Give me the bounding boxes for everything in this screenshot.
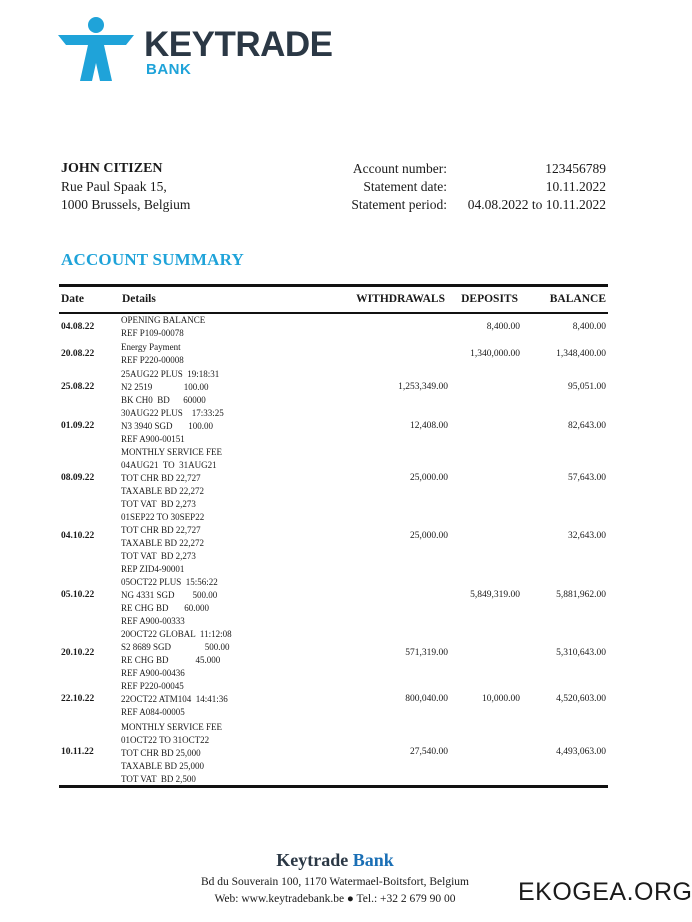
row-details: 01SEP22 TO 30SEP22 TOT CHR BD 22,727 TAXABLE BD 22,272 TOT VAT BD 2,273 [121, 512, 205, 561]
row-balance: 4,493,063.00 [556, 747, 606, 757]
row-balance: 82,643.00 [568, 421, 606, 431]
row-balance: 1,348,400.00 [556, 349, 606, 359]
row-details: 20OCT22 GLOBAL 11:12:08 S2 8689 SGD 500.00 RE CHG BD 45.000 REF A900-00436 [121, 629, 232, 678]
row-withdrawal: 800,040.00 [405, 694, 448, 704]
row-withdrawal: 12,408.00 [410, 421, 448, 431]
row-balance: 4,520,603.00 [556, 694, 606, 704]
header-withdrawals: WITHDRAWALS [356, 293, 445, 305]
account-summary-title: ACCOUNT SUMMARY [61, 250, 244, 269]
table-bottom-rule [59, 785, 608, 788]
row-date: 04.08.22 [61, 322, 95, 332]
row-balance: 8,400.00 [572, 322, 606, 332]
row-balance: 95,051.00 [568, 382, 606, 392]
row-details: 25AUG22 PLUS 19:18:31 N2 2519 100.00 BK CH0 BD 60000 [121, 369, 220, 405]
row-date: 01.09.22 [61, 421, 95, 431]
table-row [59, 511, 608, 563]
account-values [455, 160, 606, 214]
row-withdrawal: 571,319.00 [405, 648, 448, 658]
row-deposit: 5,849,319.00 [470, 590, 520, 600]
row-details: REP ZID4-90001 05OCT22 PLUS 15:56:22 NG 4331 SGD 500.00 RE CHG BD 60.000 REF A900-00333 [121, 564, 218, 626]
keytrade-logo [56, 15, 336, 85]
statement-period: 04.08.2022 to 10.11.2022 [467, 197, 606, 212]
row-withdrawal: 27,540.00 [410, 747, 448, 757]
row-date: 25.08.22 [61, 382, 95, 392]
table-row [59, 407, 608, 446]
statement-date: 10.11.2022 [545, 179, 606, 194]
header-details: Details [122, 293, 156, 305]
header-balance: BALANCE [549, 293, 606, 305]
watermark: EKOGEA.ORG [518, 878, 692, 906]
table-row [59, 680, 608, 719]
row-balance: 5,310,643.00 [556, 648, 606, 658]
table-row [59, 314, 608, 340]
footer-address: Bd du Souverain 100, 1170 Watermael-Boitsfort, Belgium [200, 876, 469, 888]
table-row [59, 628, 608, 680]
row-details: MONTHLY SERVICE FEE 01OCT22 TO 31OCT22 TOT CHR BD 25,000 TAXABLE BD 25,000 TOT VAT BD 2,500 [121, 722, 223, 784]
table-row [59, 446, 608, 511]
row-withdrawal: 1,253,349.00 [398, 382, 448, 392]
footer-bank-name-main: Keytrade [276, 850, 349, 870]
table-row [59, 368, 608, 407]
row-details: MONTHLY SERVICE FEE 04AUG21 TO 31AUG21 TOT CHR BD 22,727 TAXABLE BD 22,272 TOT VAT BD 2,273 [121, 447, 223, 509]
customer-name: JOHN CITIZEN [61, 161, 163, 176]
account-number: 123456789 [545, 161, 606, 176]
customer-address-line1: Rue Paul Spaak 15, [61, 179, 167, 194]
row-details: OPENING BALANCE REF P109-00078 [121, 315, 206, 338]
row-deposit: 8,400.00 [486, 322, 520, 332]
row-details: Energy Payment REF P220-00008 [121, 342, 184, 365]
header-date: Date [61, 293, 84, 305]
statement-date-label: Statement date: [363, 179, 447, 194]
row-balance: 32,643.00 [568, 531, 606, 541]
logo-wordmark: KEYTRADE [144, 25, 333, 64]
table-row [59, 563, 608, 628]
table-row [59, 719, 608, 785]
row-balance: 5,881,962.00 [556, 590, 606, 600]
footer-bank-name [130, 850, 540, 871]
header-deposits: DEPOSITS [461, 293, 518, 305]
row-date: 22.10.22 [61, 694, 95, 704]
customer-block [61, 160, 190, 214]
row-date: 10.11.22 [61, 747, 94, 757]
account-labels [330, 160, 447, 214]
row-date: 20.08.22 [61, 349, 95, 359]
row-date: 08.09.22 [61, 473, 95, 483]
row-details: REF P220-00045 22OCT22 ATM104 14:41:36 REF A084-00005 [121, 681, 228, 717]
row-withdrawal: 25,000.00 [410, 531, 448, 541]
table-top-rule [59, 284, 608, 287]
row-details: 30AUG22 PLUS 17:33:25 N3 3940 SGD 100.00 REF A900-00151 [121, 408, 224, 444]
row-deposit: 10,000.00 [482, 694, 520, 704]
statement-period-label: Statement period: [351, 197, 447, 212]
row-date: 05.10.22 [61, 590, 95, 600]
table-row [59, 341, 608, 367]
row-date: 20.10.22 [61, 648, 95, 658]
row-date: 04.10.22 [61, 531, 95, 541]
star-person-icon [56, 15, 136, 83]
footer-contact: Web: www.keytradebank.be ● Tel.: +32 2 679 90 00 [214, 893, 456, 905]
account-number-label: Account number: [352, 161, 447, 176]
row-balance: 57,643.00 [568, 473, 606, 483]
footer-bank-name-accent: Bank [352, 850, 394, 870]
logo-subtitle: BANK [146, 61, 192, 78]
row-deposit: 1,340,000.00 [470, 349, 520, 359]
customer-address-line2: 1000 Brussels, Belgium [61, 197, 191, 212]
row-withdrawal: 25,000.00 [410, 473, 448, 483]
